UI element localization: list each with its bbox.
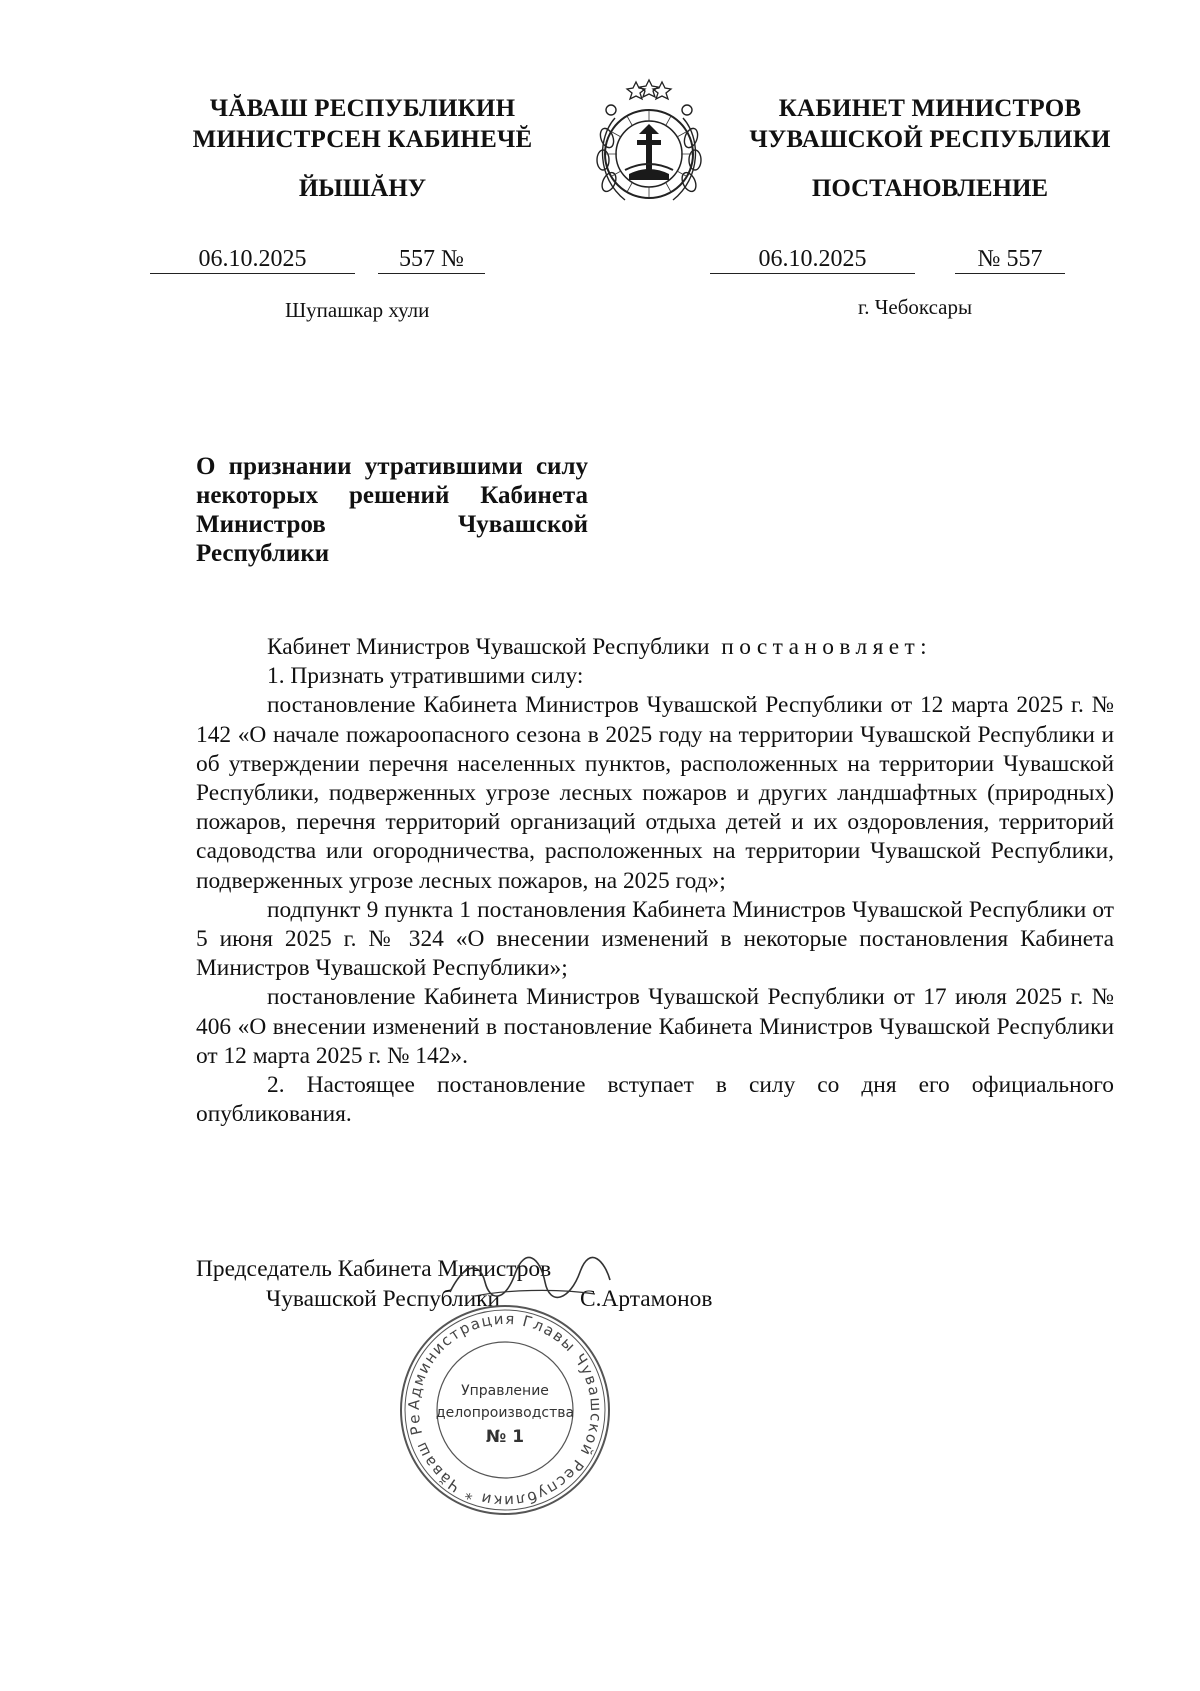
doc-type-right: ПОСТАНОВЛЕНИЕ [811, 175, 1049, 202]
header-right [730, 93, 1130, 155]
stamp-center-line3: № 1 [485, 1427, 525, 1447]
signature-title-line1: Председатель Кабинета Министров [196, 1256, 552, 1282]
preamble-spaced: постановляет: [721, 634, 933, 660]
official-stamp [395, 1300, 615, 1520]
stamp-center-line2: делопроизводства [435, 1405, 575, 1421]
paragraph-2: постановление Кабинета Министров Чувашской Республики от 12 марта 2025 г. № 142 «О начале пожароопасного сезона в 2025 году на территории Чувашской Республики и об утверждении перечня населенных пунктов, расположенных на территории Чувашской Республики, подверженных угрозе лесных пожаров и других ландшафтных (природных) пожаров, перечня территорий организаций отдыха детей и их оздоровления, территорий садоводства или огородничества, расположенных на территории Чувашской Республики, подверженных угрозе лесных пожаров, на 2025 год»; [196, 692, 1114, 894]
paragraph-1: 1. Признать утратившими силу: [267, 663, 584, 690]
stamp-ring-text: Администрация Главы Чувашской Республики * Чăваш Ре [404, 1309, 606, 1511]
right-date: 06.10.2025 [710, 245, 915, 274]
header-left-line1: ЧĂВАШ РЕСПУБЛИКИН [209, 95, 516, 122]
header-right-line1: КАБИНЕТ МИНИСТРОВ [778, 95, 1082, 122]
paragraph-4: постановление Кабинета Министров Чувашской Республики от 17 июля 2025 г. № 406 «О внесении изменений в постановление Кабинета Министров Чувашской Республики от 12 марта 2025 г. № 142». [196, 984, 1114, 1069]
header-right-line2: ЧУВАШСКОЙ РЕСПУБЛИКИ [749, 126, 1111, 153]
stamp-center-line1: Управление [461, 1383, 549, 1399]
signature-title-line2: Чувашской Республики [266, 1286, 500, 1312]
paragraph-5: 2. Настоящее постановление вступает в силу со дня его официального опубликования. [196, 1072, 1114, 1128]
preamble [196, 633, 1114, 662]
right-place: г. Чебоксары [858, 295, 973, 319]
doc-type-left: ЙЫШĂНУ [298, 175, 427, 202]
paragraph-3: подпункт 9 пункта 1 постановления Кабинета Министров Чувашской Республики от 5 июня 2025 г. № 324 «О внесении изменений в некоторые постановления Кабинета Министров Чувашской Республики»; [196, 896, 1114, 982]
left-place: Шупашкар хули [285, 298, 430, 322]
right-number: № 557 [955, 245, 1065, 274]
header-left-line2: МИНИСТРСЕН КАБИНЕЧĔ [192, 126, 533, 153]
document-title: О признании утратившими силу некоторых решений Кабинета Министров Чувашской Республики [196, 453, 588, 567]
preamble-text: Кабинет Министров Чувашской Республики [267, 634, 710, 660]
stamp-seal-icon [395, 1300, 615, 1520]
header-left [165, 93, 560, 155]
coat-of-arms-icon [585, 78, 713, 216]
left-number: 557 № [378, 245, 485, 274]
left-date: 06.10.2025 [150, 245, 355, 274]
signature-name: С.Артамонов [580, 1286, 713, 1312]
document-body [196, 633, 1114, 1129]
